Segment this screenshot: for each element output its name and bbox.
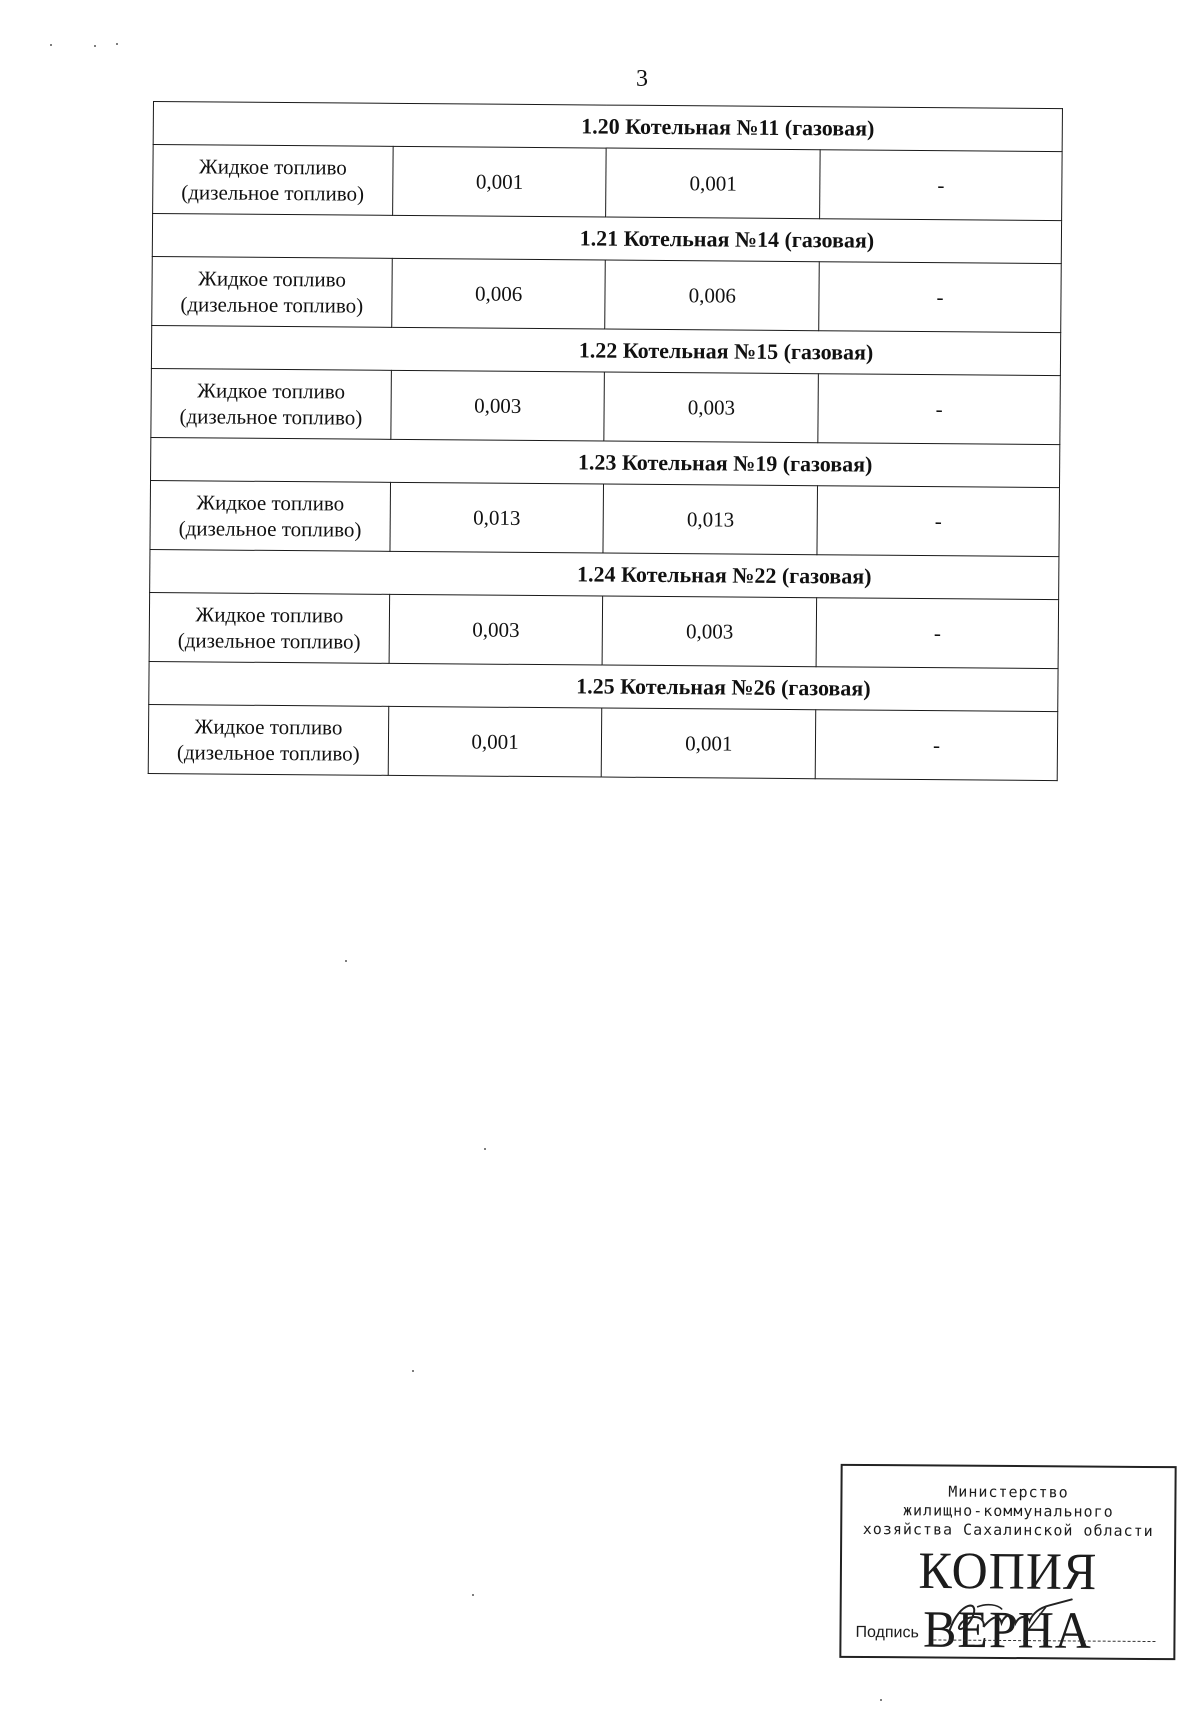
value-cell-b: 0,001 — [606, 148, 820, 219]
section-title: 1.25 Котельная №26 (газовая) — [149, 661, 1058, 711]
scan-speck — [116, 43, 118, 45]
fuel-type-note: (дизельное топливо) — [180, 292, 364, 318]
fuel-reserve-table — [148, 101, 1063, 781]
stamp-department: жилищно-коммунального — [902, 1501, 1114, 1521]
section-title: 1.20 Котельная №11 (газовая) — [153, 102, 1062, 152]
section-header — [151, 437, 1060, 487]
fuel-type-cell — [150, 480, 390, 551]
fuel-type-line: Жидкое топливо — [195, 602, 344, 628]
scan-speck — [484, 1148, 486, 1150]
value-cell-a: 0,003 — [391, 370, 605, 441]
section-header — [151, 325, 1060, 375]
value-cell-c: - — [815, 710, 1057, 781]
stamp-signature-label: Подпись — [855, 1623, 919, 1642]
table-row — [152, 256, 1062, 332]
fuel-type-cell — [148, 704, 388, 775]
fuel-type-cell — [152, 256, 392, 327]
section-header — [153, 102, 1062, 152]
stamp-certified-copy: КОПИЯ ВЕРНА — [918, 1540, 1098, 1660]
value-cell-a: 0,003 — [389, 594, 603, 665]
scan-speck — [472, 1594, 474, 1596]
fuel-type-note: (дизельное топливо) — [177, 628, 361, 654]
section-header — [149, 661, 1058, 711]
scan-speck — [412, 1370, 414, 1372]
section-title: 1.24 Котельная №22 (газовая) — [150, 549, 1059, 599]
scan-speck — [880, 1699, 882, 1701]
value-cell-a: 0,001 — [388, 706, 602, 777]
fuel-type-note: (дизельное топливо) — [176, 740, 360, 766]
fuel-type-line: Жидкое топливо — [196, 490, 345, 516]
section-title: 1.21 Котельная №14 (газовая) — [152, 214, 1061, 264]
fuel-type-line: Жидкое топливо — [198, 154, 347, 180]
value-cell-b: 0,001 — [602, 708, 816, 779]
fuel-type-note: (дизельное топливо) — [179, 404, 363, 430]
value-cell-c: - — [817, 486, 1059, 557]
section-header — [152, 214, 1061, 264]
value-cell-c: - — [818, 374, 1060, 445]
page-number: 3 — [636, 66, 648, 92]
value-cell-b: 0,003 — [603, 596, 817, 667]
table-row — [148, 704, 1058, 780]
value-cell-a: 0,001 — [392, 146, 606, 217]
fuel-type-line: Жидкое топливо — [197, 266, 347, 292]
value-cell-c: - — [820, 150, 1062, 221]
scan-speck — [345, 960, 347, 962]
value-cell-a: 0,013 — [390, 482, 604, 553]
stamp-ministry: Министерство — [948, 1482, 1069, 1502]
table-row — [151, 368, 1061, 444]
section-title: 1.22 Котельная №15 (газовая) — [151, 325, 1060, 375]
scan-speck — [50, 44, 52, 46]
fuel-type-note: (дизельное топливо) — [181, 180, 365, 206]
value-cell-b: 0,006 — [605, 260, 819, 331]
fuel-type-line: Жидкое топливо — [197, 378, 346, 404]
table-row — [149, 592, 1059, 668]
fuel-type-cell — [151, 368, 391, 439]
section-title: 1.23 Котельная №19 (газовая) — [151, 437, 1060, 487]
value-cell-a: 0,006 — [392, 258, 606, 329]
value-cell-c: - — [819, 262, 1061, 333]
fuel-type-cell — [153, 145, 393, 216]
stamp-region: хозяйства Сахалинской области — [862, 1519, 1154, 1541]
table-row — [153, 145, 1063, 221]
fuel-type-cell — [149, 592, 389, 663]
fuel-type-note: (дизельное топливо) — [178, 516, 362, 542]
value-cell-c: - — [816, 598, 1058, 669]
fuel-type-line: Жидкое топливо — [194, 714, 343, 740]
scan-speck — [94, 45, 96, 47]
section-header — [150, 549, 1059, 599]
table-row — [150, 480, 1060, 556]
value-cell-b: 0,003 — [604, 372, 818, 443]
value-cell-b: 0,013 — [603, 484, 817, 555]
handwritten-signature — [941, 1593, 1081, 1644]
certification-stamp — [839, 1464, 1176, 1660]
